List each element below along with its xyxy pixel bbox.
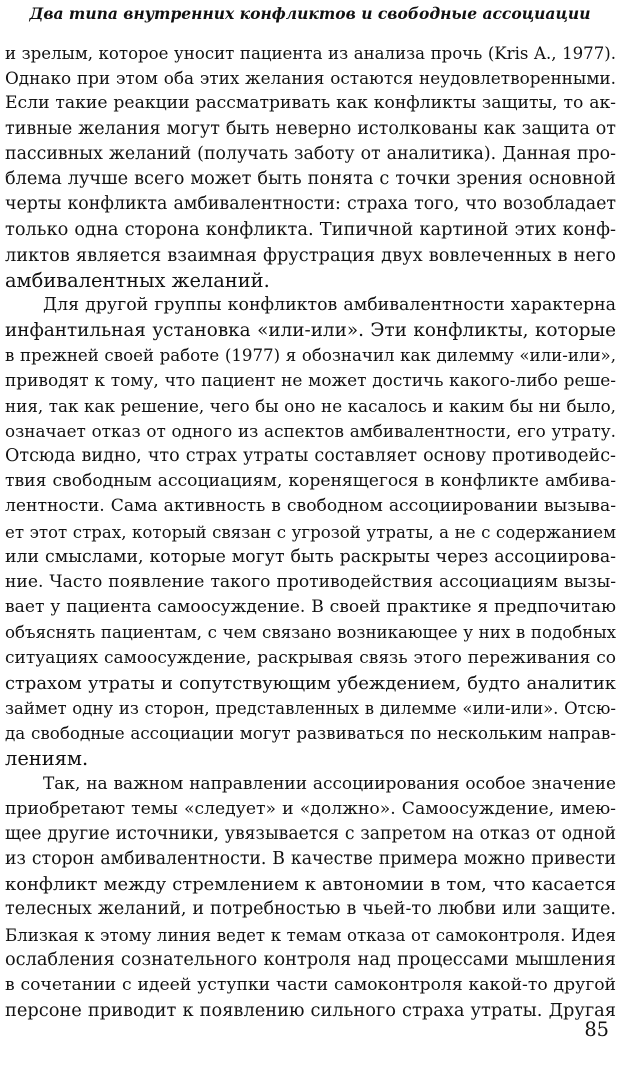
text-line: да свободные ассоциации могут развиваться по нескольким направ- [5, 723, 616, 744]
text-line: инфантильная установка «или-или». Эти конфликты, которые [5, 320, 616, 342]
text-line: только одна сторона конфликта. Типичной картиной этих конф- [5, 219, 616, 241]
text-line: ситуациях самоосуждение, раскрывая связь этого переживания со [5, 647, 616, 668]
paragraph [5, 41, 616, 293]
text-line: объяснять пациентам, с чем связано возникающее у них в подобных [5, 623, 616, 643]
text-line: приводят к тому, что пациент не может достичь какого-либо реше- [5, 370, 616, 391]
text-line: Однако при этом оба этих желания остаются неудовлетворенными. [5, 68, 616, 89]
text-line: Так, на важном направлении ассоциирования особое значение [43, 773, 616, 794]
text-line: или смыслами, которые могут быть раскрыты через ассоциирова- [5, 546, 616, 567]
text-line: черты конфликта амбивалентности: страха того, что возобладает [5, 194, 616, 215]
text-line: Отсюда видно, что страх утраты составляет основу противодейс- [5, 446, 616, 466]
text-line: лентности. Сама активность в свободном ассоциировании вызыва- [5, 496, 616, 517]
text-line: тивные желания могут быть неверно истолкованы как защита от [5, 118, 616, 139]
text-line: займет одну из сторон, представленных в дилемме «или-или». Отсю- [5, 698, 616, 718]
text-line: страхом утраты и сопутствующим убеждением, будто аналитик [5, 672, 616, 694]
text-line: твия свободным ассоциациям, коренящегося в конфликте амбива- [5, 471, 616, 492]
text-line: телесных желаний, и потребностью в чьей-то любви или защите. [5, 899, 616, 920]
text-line: ния, так как решение, чего бы оно не касалось и каким бы ни было, [5, 395, 616, 416]
text-line: щее другие источники, увязывается с запретом на отказ от одной [5, 823, 616, 844]
text-line: означает отказ от одного из аспектов амбивалентности, его утрату. [5, 420, 616, 441]
text-line: амбивалентных желаний. [5, 268, 270, 292]
body-text [5, 41, 616, 1023]
text-line: Для другой группы конфликтов амбивалентности характерна [43, 294, 616, 315]
text-line: персоне приводит к появлению сильного страха утраты. Другая [5, 1000, 616, 1022]
page-number: 85 [584, 1018, 609, 1041]
text-line: Близкая к этому линия ведет к темам отказа от самоконтроля. Идея [5, 925, 616, 945]
text-line: из сторон амбивалентности. В качестве примера можно привести [5, 849, 616, 869]
text-line: конфликт между стремлением к автономии в том, что касается [5, 874, 616, 896]
text-line: ние. Часто появление такого противодействия ассоциациям вызы- [5, 571, 616, 592]
paragraph [5, 771, 616, 1023]
text-line: в прежней своей работе (1977) я обозначил как дилемму «или-или», [5, 346, 616, 366]
text-line: ликтов является взаимная фрустрация двух вовлеченных в него [5, 244, 616, 266]
paragraph [5, 293, 616, 772]
running-header: Два типа внутренних конфликтов и свободные ассоциации [29, 4, 591, 23]
text-line: блема лучше всего может быть понята с точки зрения основной [5, 168, 616, 189]
text-line: ослабления сознательного контроля над процессами мышления [5, 949, 616, 970]
text-line: и зрелым, которое уносит пациента из анализа прочь (Kris A., 1977). [5, 44, 616, 63]
text-line: вает у пациента самоосуждение. В своей практике я предпочитаю [5, 597, 616, 618]
text-line: в сочетании с идеей уступки части самоконтроля какой-то другой [5, 974, 616, 995]
text-line: лениям. [5, 747, 89, 771]
text-line: приобретают темы «следует» и «должно». Самоосуждение, имею- [5, 798, 616, 819]
text-line: пассивных желаний (получать заботу от аналитика). Данная про- [5, 143, 616, 164]
text-line: ет этот страх, который связан с угрозой утраты, а не с содержанием [5, 522, 616, 542]
text-line: Если такие реакции рассматривать как конфликты защиты, то ак- [5, 93, 616, 114]
